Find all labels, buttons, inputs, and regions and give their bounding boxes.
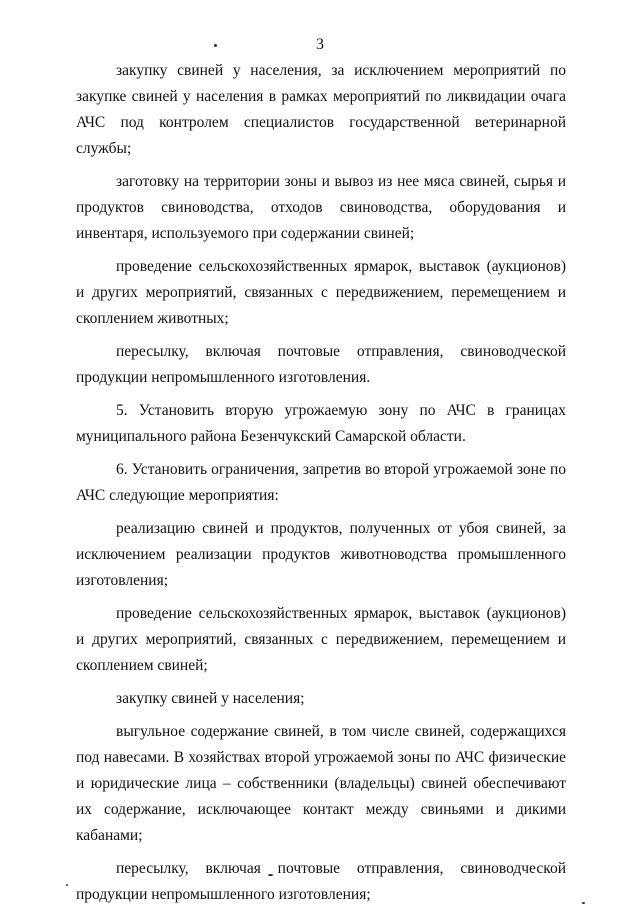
scan-speck: [66, 884, 68, 886]
paragraph: реализацию свиней и продуктов, полученных от убоя свиней, за исключением реализации продуктов животноводства промышленного изготовления;: [76, 520, 566, 589]
paragraph: проведение сельскохозяйственных ярмарок, выставок (аукционов) и других мероприятий, связанных с передвижением, перемещением и скоплением животных;: [76, 258, 566, 327]
paragraph: пересылку, включая почтовые отправления, свиноводческой продукции непромышленного изготовления;: [76, 860, 566, 903]
scan-speck: [214, 44, 217, 47]
paragraph: заготовку на территории зоны и вывоз из нее мяса свиней, сырья и продуктов свиноводства, отходов свиноводства, оборудования и инвентаря, используемого при содержании свиней;: [76, 173, 566, 242]
page-number: 3: [316, 36, 324, 53]
paragraph: закупку свиней у населения, за исключением мероприятий по закупке свиней у населения в рамках мероприятий по ликвидации очага АЧС под контролем специалистов государственной ветеринарной службы;: [76, 62, 566, 157]
document-body: [76, 58, 566, 915]
paragraph: 5. Установить вторую угрожаемую зону по АЧС в границах муниципального района Безенчукский Самарской области.: [76, 402, 566, 445]
paragraph: проведение сельскохозяйственных ярмарок, выставок (аукционов) и других мероприятий, связанных с передвижением, перемещением и скоплением свиней;: [76, 605, 566, 674]
paragraph: выгульное содержание свиней, в том числе свиней, содержащихся под навесами. В хозяйствах второй угрожаемой зоны по АЧС физические и юридические лица – собственники (владельцы) свиней обеспечивают их содержание, исключающее контакт между свиньями и дикими кабанами;: [76, 723, 566, 844]
scan-speck: [582, 902, 585, 904]
paragraph: пересылку, включая почтовые отправления, свиноводческой продукции непромышленного изготовления.: [76, 343, 566, 386]
paragraph: 6. Установить ограничения, запретив во второй угрожаемой зоне по АЧС следующие мероприятия:: [76, 461, 566, 504]
paragraph: закупку свиней у населения;: [116, 690, 305, 707]
